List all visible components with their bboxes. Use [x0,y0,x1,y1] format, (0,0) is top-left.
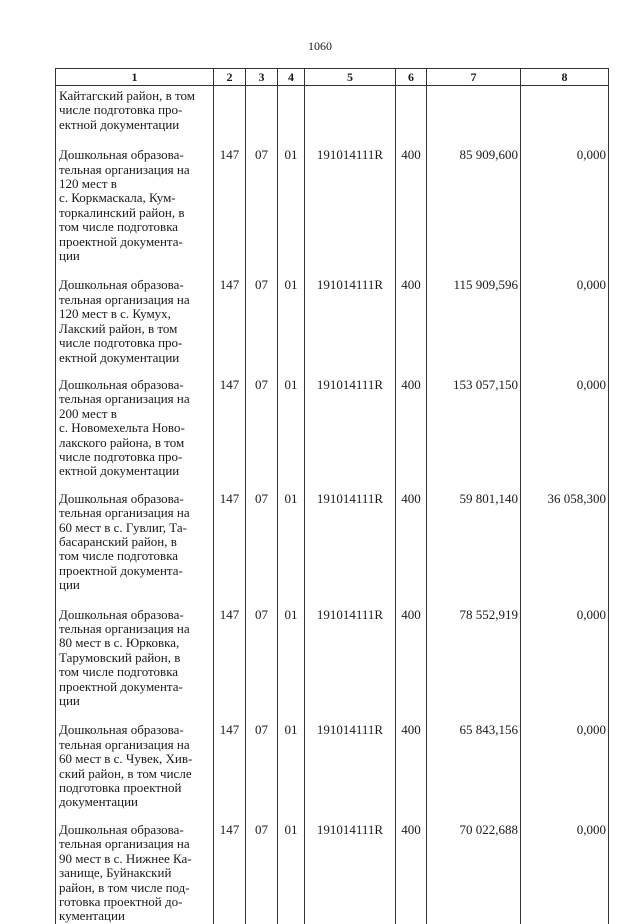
column-3-value: 07 [246,479,278,593]
column-8-value: 0,000 [521,810,609,924]
column-header: 7 [427,69,521,86]
row-name-line: ции [59,248,80,264]
column-4-value: 01 [278,365,305,479]
column-3-value: 07 [246,365,278,479]
row-name-line: проектной документа- [59,562,183,578]
row-name-line: ский район, в том числе [59,765,192,781]
column-4-value: 01 [278,593,305,709]
column-7-value: 85 909,600 [427,132,521,263]
column-4-value: 01 [278,479,305,593]
column-7-value: 65 843,156 [427,708,521,809]
row-name-line: числе подготовка про- [59,335,183,351]
row-name-line: том числе подготовка [59,219,179,235]
row-name-line: готовка проектной до- [59,893,183,909]
column-2-value: 147 [214,365,246,479]
column-header: 6 [396,69,427,86]
row-name-line: с. Коркмаскала, Кум- [59,190,176,206]
column-8-value: 0,000 [521,708,609,809]
column-7-value [427,86,521,133]
row-name [56,810,214,924]
column-5-value: 191014111R [305,132,396,263]
column-5-value [305,86,396,133]
column-5-value: 191014111R [305,593,396,709]
row-name-line: проектной документа- [59,678,183,694]
row-name [56,479,214,593]
row-name-line: басаранский район, в [59,533,177,549]
column-header: 2 [214,69,246,86]
column-2-value: 147 [214,132,246,263]
column-7-value: 153 057,150 [427,365,521,479]
table-row [56,86,609,133]
row-name [56,132,214,263]
column-5-value: 191014111R [305,479,396,593]
row-name [56,86,214,133]
column-8-value: 36 058,300 [521,479,609,593]
column-2-value: 147 [214,263,246,364]
column-7-value: 78 552,919 [427,593,521,709]
row-name-line: документации [59,794,139,810]
row-name-line: 60 мест в с. Чувек, Хив- [59,751,193,767]
table-row [56,132,609,263]
page-number: 1060 [308,39,332,53]
column-8-value: 0,000 [521,132,609,263]
row-name [56,263,214,364]
row-name-line: тельная организация на [59,736,190,752]
row-name-line: ции [59,577,80,593]
column-6-value: 400 [396,365,427,479]
table-header-row [56,69,609,86]
budget-table [55,68,609,924]
row-name-line: Дошкольная образова- [59,606,184,622]
row-name-line: Дошкольная образова- [59,821,184,837]
table-row [56,810,609,924]
row-name-line: 120 мест в с. Кумух, [59,306,171,322]
row-name-line: 200 мест в [59,405,117,421]
row-name-line: числе подготовка про- [59,102,183,118]
table-row [56,263,609,364]
column-header: 5 [305,69,396,86]
row-name [56,708,214,809]
column-7-value: 70 022,688 [427,810,521,924]
column-4-value: 01 [278,132,305,263]
column-3-value: 07 [246,593,278,709]
column-header: 4 [278,69,305,86]
row-name-line: с. Новомехельта Ново- [59,420,185,436]
column-2-value: 147 [214,810,246,924]
column-header: 8 [521,69,609,86]
table-row [56,708,609,809]
column-2-value: 147 [214,708,246,809]
row-name-line: Кайтагский район, в том [59,88,195,103]
column-5-value: 191014111R [305,810,396,924]
row-name-line: Тарумовский район, в [59,649,181,665]
row-name-line: тельная организация на [59,291,190,307]
row-name-line: ектной документации [59,116,180,132]
row-name-line: ектной документации [59,463,180,479]
row-name-line: тельная организация на [59,621,190,636]
row-name-line: проектной документа- [59,233,183,249]
row-name-line: лакского района, в том [59,434,185,450]
column-4-value [278,86,305,133]
column-4-value: 01 [278,708,305,809]
column-8-value: 0,000 [521,365,609,479]
column-4-value: 01 [278,263,305,364]
row-name-line: том числе подготовка [59,664,179,680]
row-name-line: тельная организация на [59,161,190,177]
row-name-line: Дошкольная образова- [59,147,184,163]
row-name-line: Дошкольная образова- [59,490,184,506]
column-7-value: 59 801,140 [427,479,521,593]
column-6-value: 400 [396,132,427,263]
column-7-value: 115 909,596 [427,263,521,364]
column-header: 3 [246,69,278,86]
column-3-value [246,86,278,133]
column-6-value: 400 [396,263,427,364]
column-5-value: 191014111R [305,708,396,809]
row-name-line: тельная организация на [59,391,190,407]
row-name-line: Лакский район, в том [59,320,178,336]
row-name-line: Дошкольная образова- [59,376,184,392]
row-name-line: подготовка проектной [59,780,182,796]
column-8-value: 0,000 [521,263,609,364]
row-name [56,365,214,479]
row-name-line: 120 мест в [59,176,117,192]
column-5-value: 191014111R [305,263,396,364]
row-name-line: район, в том числе под- [59,879,190,895]
row-name-line: том числе подготовка [59,548,179,564]
column-6-value: 400 [396,593,427,709]
column-5-value: 191014111R [305,365,396,479]
row-name-line: Дошкольная образова- [59,277,184,293]
column-3-value: 07 [246,263,278,364]
row-name-line: торкалинский район, в [59,204,185,220]
column-6-value: 400 [396,708,427,809]
column-3-value: 07 [246,132,278,263]
column-2-value: 147 [214,593,246,709]
row-name-line: ции [59,693,80,709]
column-2-value [214,86,246,133]
column-6-value [396,86,427,133]
column-4-value: 01 [278,810,305,924]
row-name-line: тельная организация на [59,505,190,521]
row-name-line: занище, Буйнакский [59,865,172,881]
column-header: 1 [56,69,214,86]
table-row [56,365,609,479]
row-name-line: 60 мест в с. Гувлиг, Та- [59,519,187,535]
column-6-value: 400 [396,479,427,593]
column-8-value [521,86,609,133]
table-row [56,479,609,593]
row-name-line: числе подготовка про- [59,448,183,464]
row-name [56,593,214,709]
row-name-line: 90 мест в с. Нижнее Ка- [59,850,192,866]
row-name-line: ектной документации [59,349,180,365]
row-name-line: 80 мест в с. Юрковка, [59,635,180,651]
column-3-value: 07 [246,708,278,809]
column-2-value: 147 [214,479,246,593]
column-6-value: 400 [396,810,427,924]
row-name-line: тельная организация на [59,836,190,852]
row-name-line: кументации [59,908,125,924]
column-8-value: 0,000 [521,593,609,709]
table-row [56,593,609,709]
column-3-value: 07 [246,810,278,924]
row-name-line: Дошкольная образова- [59,722,184,738]
